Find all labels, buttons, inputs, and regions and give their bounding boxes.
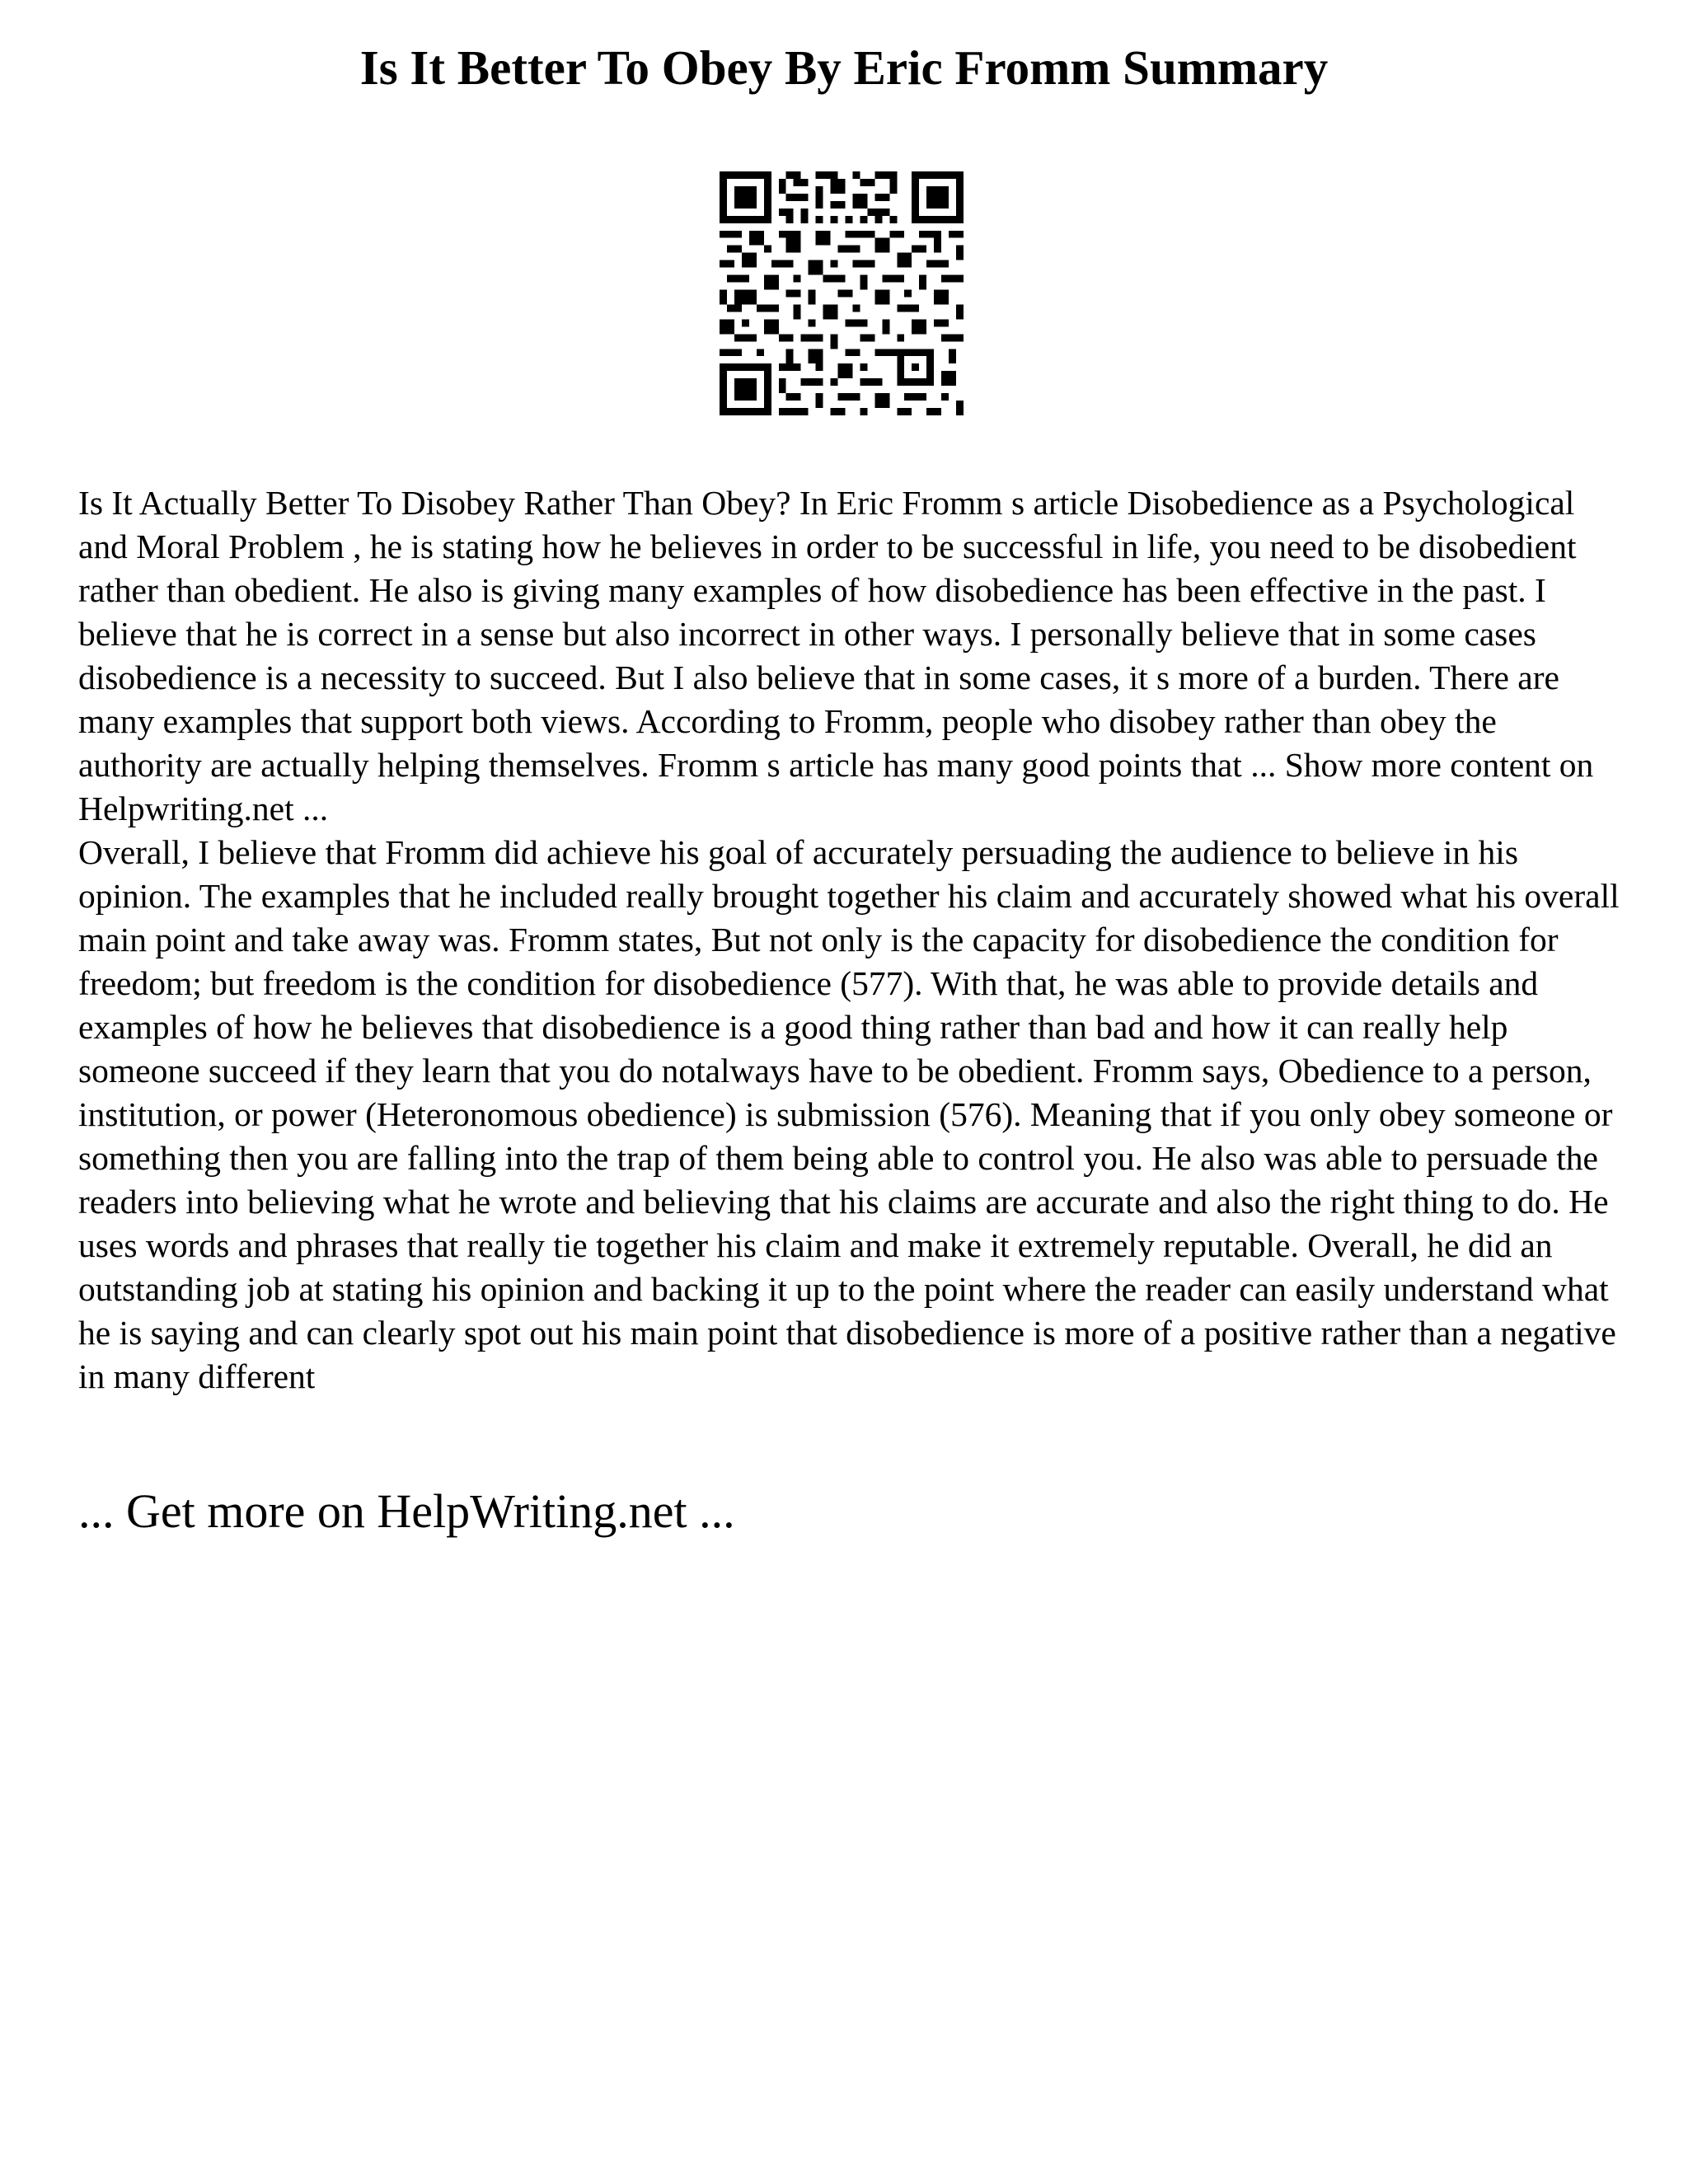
paragraph-intro: Is It Actually Better To Disobey Rather Than Obey? In Eric Fromm s article Disobedience as a Psychological and Moral Problem , he is stating how he believes in order to be successful in life, you need to be disobedient rather than obedient. He also is giving many examples of how disobedience has been effective in the past. I believe that he is correct in a sense but also incorrect in other ways. I personally believe that in some cases disobedience is a necessity to succeed. But I also believe that in some cases, it s more of a burden. There are many examples that support both views. According to Fromm, people who disobey rather than obey the authority are actually helping themselves. Fromm s article has many good points that ... Show more content on Helpwriting.net ... bbox=[78, 484, 1594, 827]
article-body bbox=[78, 481, 1628, 1399]
get-more-link[interactable]: ... Get more on HelpWriting.net ... bbox=[78, 1484, 735, 1538]
paragraph-overall: Overall, I believe that Fromm did achieve his goal of accurately persuading the audience to believe in his opinion. The examples that he included really brought together his claim and accurately showed what his overall main point and take away was. Fromm states, But not only is the capacity for disobedience the condition for freedom; but freedom is the condition for disobedience (577). With that, he was able to provide details and examples of how he believes that disobedience is a good thing rather than bad and how it can really help someone succeed if they learn that you do notalways have to be obedient. Fromm says, Obedience to a person, institution, or power (Heteronomous obedience) is submission (576). Meaning that if you only obey someone or something then you are falling into the trap of them being able to control you. He also was able to persuade the readers into believing what he wrote and believing that his claims are accurate and also the right thing to do. He uses words and phrases that really tie together his claim and make it extremely reputable. Overall, he did an outstanding job at stating his opinion and backing it up to the point where the reader can easily understand what he is saying and can clearly spot out his main point that disobedience is more of a positive rather than a negative in many different bbox=[78, 833, 1620, 1395]
qr-code-icon bbox=[720, 171, 964, 415]
page-title: Is It Better To Obey By Eric Fromm Summary bbox=[359, 40, 1329, 95]
